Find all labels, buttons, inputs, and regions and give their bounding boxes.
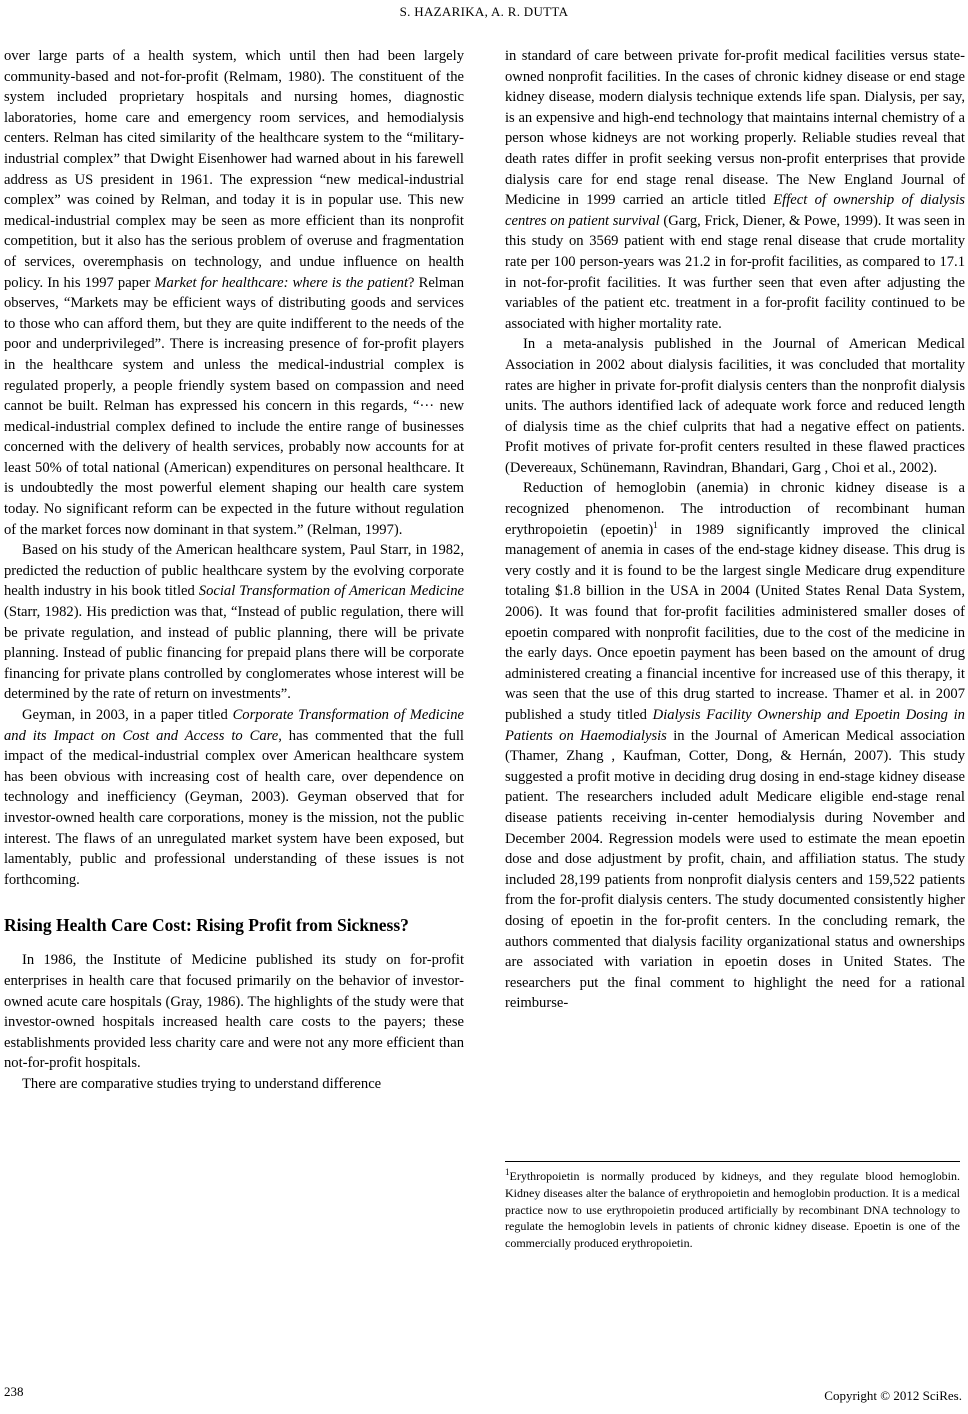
- paragraph: Geyman, in 2003, in a paper titled Corporate Transformation of Medicine and its Impact on Cost and Access to Care, has commented that the full impact of the medical-industrial complex over American healthcare system has been obvious with increasing cost of health care, over dependence on technology and inefficiency (Geyman, 2003). Geyman observed that for investor-owned health care corporations, money is the mission, not the public interest. The flaws of an unregulated market system have been exposed, but lamentably, public and professional understanding of these issues is not forthcoming.: [4, 707, 465, 888]
- footnote: [505, 1161, 960, 1252]
- page-number: 238: [4, 1384, 24, 1399]
- paragraph: In a meta-analysis published in the Journal of American Medical Association in 2002 about dialysis facilities, it was concluded that mortality rates are higher in private for-profit dialysis centers than the nonprofit dialysis units. The authors identified lack of adequate work force and reduced length of dialysis time as the chief culprits that had a negative effect on patients. Profit motives of private for-profit centers resulted in these flawed practices (Devereaux, Schünemann, Ravindran, Bhandari, Garg , Choi et al., 2002).: [505, 336, 965, 476]
- copyright: Copyright © 2012 SciRes.: [824, 1388, 962, 1403]
- paragraph: in standard of care between private for-profit medical facilities versus state-owned nonprofit facilities. In the cases of chronic kidney disease or end stage kidney disease, modern dialysis technique extends life span. Dialysis, per say, is an expensive and high-end technology that maintains internal chemistry of a person whose kidneys are not working properly. Reliable studies reveal that death rates differ in profit seeking versus non-profit enterprises that provide dialysis care for end stage renal disease. The New England Journal of Medicine in 1999 carried an article titled Effect of ownership of dialysis centres on patient survival (Garg, Frick, Diener, & Powe, 1999). It was seen in this study on 3569 patient with end stage renal disease that crude mortality rate per 100 person-years was 21.2 in for-profit facilities, as compared to 17.1 in not-for-profit facilities. It was further seen that even after adjusting the variables of the patient etc. treatment in a for-profit facility continued to be associated with higher mortality rate.: [505, 48, 965, 332]
- section-heading: Rising Health Care Cost: Rising Profit from Sickness?: [4, 915, 409, 936]
- paragraph: There are comparative studies trying to understand difference: [22, 1075, 382, 1092]
- footnote-marker: 1: [653, 519, 658, 530]
- footnote-text: $^1$Erythropoietin is normally produced by kidneys, and they regulate blood hemoglobin. Kidney diseases alter the balance of erythropoietin and hemoglobin production. It is a medical practice now to use erythropoietin produced artificially by recombinant DNA technology to regulate the hemoglobin levels in patients of chronic kidney disease. Epoetin is one of the commercially produced erythropoietin.: [505, 1167, 960, 1251]
- left-column: [4, 46, 464, 1095]
- paragraph: Reduction of hemoglobin (anemia) in chronic kidney disease is a recognized phenomenon. The introduction of recombinant human erythropoietin (epoetin)$^1$ in 1989 significantly improved the clinical management of anemia in cases of the end-stage kidney disease. This drug is very costly and it is found to be the largest single Medicare drug expenditure totaling $1.8 billion in the USA in 2004 (United States Renal Data System, 2006). It was found that for-profit facilities administered smaller doses of epoetin compared with nonprofit facilities, due to the cost of the medicine in the early days. Once epoetin payment has been based on the amount of drug administered creating a financial incentive for increased use of this therapy, it was seen that the use of this drug started to increase. Thamer et al. in 2007 published a study titled Dialysis Facility Ownership and Epoetin Dosing in Patients on Haemodialysis in the Journal of American Medical association (Thamer, Zhang , Kaufman, Cotter, Dong, & Hernán, 2007). This study suggested a profit motive in deciding drug dosing in end-stage kidney disease patient. The researchers included adult Medicare eligible end-stage renal disease patients receiving in-center hemodialysis during November and December 2004. Regression models were used to estimate the mean epoetin dose and dose adjustment by profit, chain, and affiliation status. The study included 28,199 patients from nonprofit dialysis centers and 159,522 patients from the for-profit dialysis centers. The study documented consistently higher dosing of epoetin in the for-profit centers. In the concluding remark, the authors commented that dialysis facility organizational status and ownerships are associated with variation in epoetin doses in United States. The researchers put the final comment to highlight the need for a rational reimburse-: [505, 480, 965, 1012]
- right-column: [505, 46, 965, 1014]
- footnote-marker: 1: [505, 1167, 510, 1177]
- paragraph: Based on his study of the American healthcare system, Paul Starr, in 1982, predicted the reduction of public healthcare system by the evolving corporate health industry in his book titled Social Transformation of American Medicine (Starr, 1982). His prediction was that, “Instead of public regulation, there will be private regulation, and instead of public planning, there will be private planning. Instead of public financing for prepaid plans there will be corporate financing for private plans controlled by conglomerates whose interest will be determined by the rate of return on investments”.: [4, 542, 464, 703]
- paragraph: In 1986, the Institute of Medicine published its study on for-profit enterprises in health care that focused primarily on the behavior of investor-owned acute care hospitals (Gray, 1986). The highlights of the study were that investor-owned hospitals increased health care costs to the payers; these establishments provided less charity care and were not any more efficient than not-for-profit hospitals.: [4, 952, 464, 1072]
- running-head: S. HAZARIKA, A. R. DUTTA: [399, 4, 569, 19]
- paragraph: over large parts of a health system, which until then had been largely community-based and not-for-profit (Relmam, 1980). The constituent of the system included proprietary hospitals and nursing homes, diagnostic laboratories, home care and emergency room services, and hemodialysis centers. Relman has cited similarity of the healthcare system to the “military-industrial complex” that Dwight Eisenhower had warned about in his farewell address as US president in 1961. The expression “new medical-industrial complex” was coined by Relman, and today it is in popular use. This new medical-industrial complex may be seen as more efficient than its nonprofit competition, but it also has the serious problem of overuse and fragmentation of services, overemphasis on technology, and undue influence on health policy. In his 1997 paper Market for healthcare: where is the patient? Relman observes, “Markets may be efficient ways of distributing goods and services to those who can afford them, but they are quite indifferent to the needs of the poor and underprivileged”. There is increasing presence of for-profit players in the healthcare system and unless the medical-industrial complex is regulated properly, a people friendly system based on compassion and need cannot be built. Relman has expressed his concern in this regards, “··· new medical-industrial complex defined to include the entire range of businesses concerned with the delivery of health services, probably now accounts for at least 50% of total national (American) expenditures on personal healthcare. It is undoubtedly the most powerful element shaping our health care system today. No significant reform can be expected in the future without regulation of the market forces now dominant in that system.” (Relman, 1997).: [4, 48, 464, 538]
